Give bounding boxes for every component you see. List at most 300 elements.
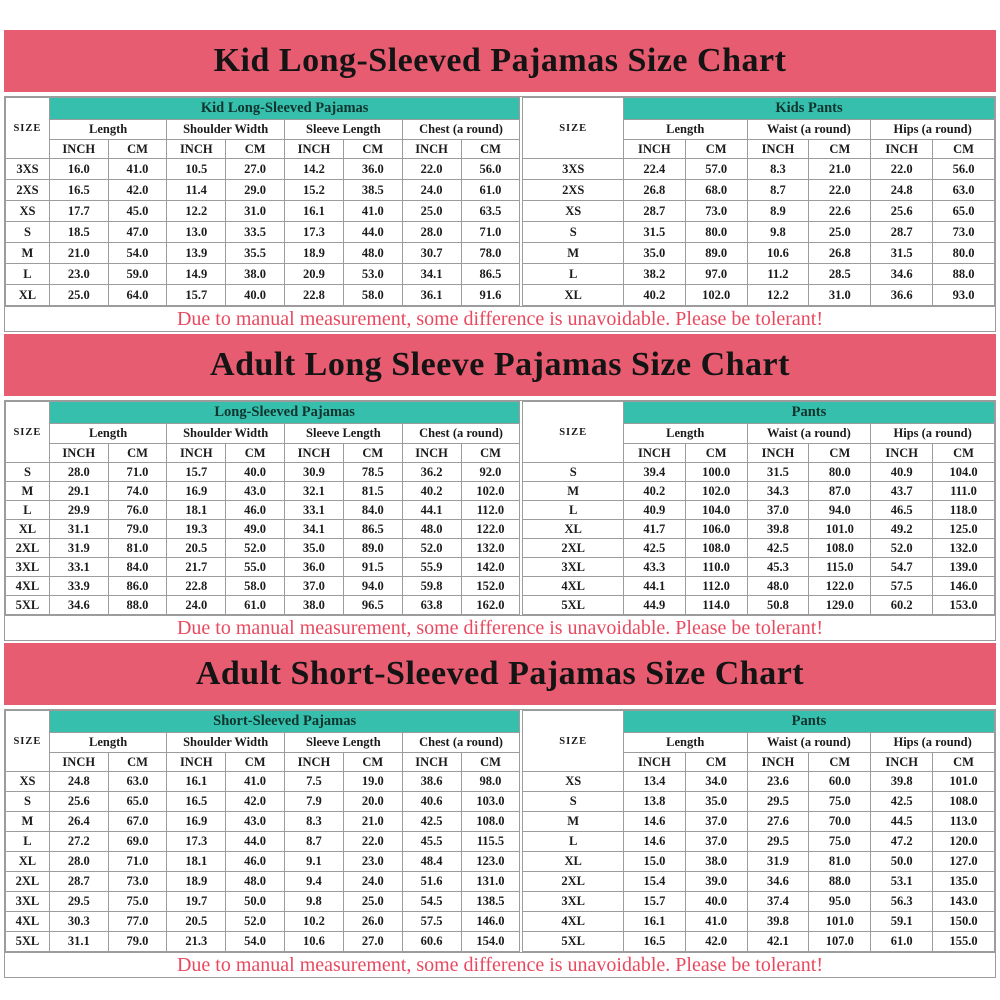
value-cell: 10.2 (285, 912, 344, 932)
value-cell: 45.0 (108, 201, 167, 222)
value-cell: 18.1 (167, 852, 226, 872)
value-cell: 21.0 (809, 159, 871, 180)
table-row (6, 596, 520, 615)
value-cell: 108.0 (685, 539, 747, 558)
table-row (523, 852, 995, 872)
size-label-cell: 3XL (6, 892, 50, 912)
value-cell: 84.0 (343, 501, 402, 520)
value-cell: 67.0 (108, 812, 167, 832)
value-cell: 8.3 (747, 159, 809, 180)
size-label-cell: 2XS (523, 180, 624, 201)
value-cell: 22.0 (871, 159, 933, 180)
size-label-cell: 2XS (6, 180, 50, 201)
value-cell: 28.5 (809, 264, 871, 285)
value-cell: 57.5 (402, 912, 461, 932)
value-cell: 31.5 (623, 222, 685, 243)
cm-unit-header: CM (685, 140, 747, 159)
cm-unit-header: CM (343, 444, 402, 463)
value-cell: 50.0 (226, 892, 285, 912)
value-cell: 142.0 (461, 558, 520, 577)
inch-unit-header: INCH (285, 753, 344, 772)
size-label-cell: 4XL (6, 912, 50, 932)
value-cell: 41.0 (226, 772, 285, 792)
value-cell: 71.0 (108, 463, 167, 482)
tables-row (5, 401, 995, 615)
table-row (523, 596, 995, 615)
size-label-cell: L (523, 264, 624, 285)
value-cell: 47.2 (871, 832, 933, 852)
inch-unit-header: INCH (402, 140, 461, 159)
size-label-cell: S (6, 222, 50, 243)
value-cell: 25.0 (343, 892, 402, 912)
table-row (6, 159, 520, 180)
table-title-cell: Kids Pants (623, 98, 994, 120)
value-cell: 40.2 (623, 285, 685, 306)
value-cell: 41.0 (343, 201, 402, 222)
value-cell: 54.5 (402, 892, 461, 912)
value-cell: 113.0 (933, 812, 995, 832)
inch-unit-header: INCH (49, 444, 108, 463)
value-cell: 92.0 (461, 463, 520, 482)
value-cell: 86.0 (108, 577, 167, 596)
value-cell: 42.5 (747, 539, 809, 558)
value-cell: 8.7 (747, 180, 809, 201)
measure-group-header: Chest (a round) (402, 120, 520, 140)
value-cell: 13.9 (167, 243, 226, 264)
size-label-cell: 3XS (523, 159, 624, 180)
value-cell: 31.0 (226, 201, 285, 222)
size-label-cell: S (523, 222, 624, 243)
value-cell: 43.0 (226, 812, 285, 832)
measure-group-header: Waist (a round) (747, 120, 871, 140)
value-cell: 59.8 (402, 577, 461, 596)
value-cell: 31.9 (747, 852, 809, 872)
measure-group-row (6, 120, 520, 140)
value-cell: 17.7 (49, 201, 108, 222)
cm-unit-header: CM (933, 753, 995, 772)
value-cell: 56.0 (461, 159, 520, 180)
measure-group-header: Length (623, 120, 747, 140)
inch-unit-header: INCH (167, 753, 226, 772)
value-cell: 16.1 (167, 772, 226, 792)
value-cell: 33.5 (226, 222, 285, 243)
value-cell: 25.6 (871, 201, 933, 222)
value-cell: 86.5 (461, 264, 520, 285)
size-chart-section (4, 334, 996, 641)
value-cell: 30.3 (49, 912, 108, 932)
table-row (6, 222, 520, 243)
value-cell: 18.1 (167, 501, 226, 520)
size-column-header: SIZE (6, 402, 50, 463)
table-row (6, 852, 520, 872)
disclaimer-note: Due to manual measurement, some difference is unavoidable. Please be tolerant! (5, 615, 995, 640)
value-cell: 49.2 (871, 520, 933, 539)
inch-unit-header: INCH (747, 140, 809, 159)
inch-unit-header: INCH (49, 140, 108, 159)
value-cell: 46.0 (226, 852, 285, 872)
value-cell: 44.0 (226, 832, 285, 852)
value-cell: 155.0 (933, 932, 995, 952)
value-cell: 16.9 (167, 812, 226, 832)
inch-unit-header: INCH (623, 753, 685, 772)
cm-unit-header: CM (809, 140, 871, 159)
value-cell: 78.5 (343, 463, 402, 482)
value-cell: 38.0 (685, 852, 747, 872)
value-cell: 43.3 (623, 558, 685, 577)
value-cell: 33.1 (49, 558, 108, 577)
value-cell: 35.0 (623, 243, 685, 264)
value-cell: 77.0 (108, 912, 167, 932)
size-column-header: SIZE (523, 98, 624, 159)
value-cell: 34.3 (747, 482, 809, 501)
value-cell: 59.1 (871, 912, 933, 932)
value-cell: 81.0 (108, 539, 167, 558)
table-row (523, 264, 995, 285)
value-cell: 50.0 (871, 852, 933, 872)
size-label-cell: XL (523, 520, 624, 539)
value-cell: 22.8 (167, 577, 226, 596)
value-cell: 57.5 (871, 577, 933, 596)
value-cell: 39.8 (871, 772, 933, 792)
value-cell: 18.5 (49, 222, 108, 243)
cm-unit-header: CM (933, 140, 995, 159)
value-cell: 9.4 (285, 872, 344, 892)
value-cell: 132.0 (461, 539, 520, 558)
value-cell: 53.1 (871, 872, 933, 892)
value-cell: 17.3 (167, 832, 226, 852)
value-cell: 54.7 (871, 558, 933, 577)
value-cell: 19.3 (167, 520, 226, 539)
value-cell: 53.0 (343, 264, 402, 285)
size-label-cell: 5XL (523, 596, 624, 615)
section-title: Kid Long-Sleeved Pajamas Size Chart (213, 42, 787, 79)
size-label-cell: 4XL (523, 577, 624, 596)
value-cell: 8.3 (285, 812, 344, 832)
value-cell: 27.6 (747, 812, 809, 832)
value-cell: 115.0 (809, 558, 871, 577)
value-cell: 38.6 (402, 772, 461, 792)
value-cell: 31.5 (871, 243, 933, 264)
value-cell: 115.5 (461, 832, 520, 852)
value-cell: 94.0 (809, 501, 871, 520)
value-cell: 74.0 (108, 482, 167, 501)
value-cell: 35.0 (285, 539, 344, 558)
tables-row (5, 710, 995, 952)
value-cell: 127.0 (933, 852, 995, 872)
value-cell: 125.0 (933, 520, 995, 539)
size-column-header: SIZE (523, 402, 624, 463)
size-label-cell: 2XL (6, 872, 50, 892)
measure-group-header: Shoulder Width (167, 120, 285, 140)
measure-group-header: Sleeve Length (285, 733, 403, 753)
table-title-cell: Long-Sleeved Pajamas (49, 402, 520, 424)
value-cell: 9.1 (285, 852, 344, 872)
value-cell: 44.1 (402, 501, 461, 520)
value-cell: 71.0 (108, 852, 167, 872)
value-cell: 37.0 (747, 501, 809, 520)
size-chart-section (4, 30, 996, 332)
table-row (523, 812, 995, 832)
value-cell: 102.0 (685, 285, 747, 306)
table-header-row (6, 98, 520, 120)
value-cell: 97.0 (685, 264, 747, 285)
table-header-row (523, 98, 995, 120)
value-cell: 138.5 (461, 892, 520, 912)
table-row (523, 285, 995, 306)
measure-group-header: Length (49, 424, 166, 444)
value-cell: 15.7 (167, 285, 226, 306)
value-cell: 21.3 (167, 932, 226, 952)
size-column-header: SIZE (523, 711, 624, 772)
table-row (6, 558, 520, 577)
size-chart-section (4, 643, 996, 978)
cm-unit-header: CM (461, 444, 520, 463)
value-cell: 150.0 (933, 912, 995, 932)
value-cell: 41.7 (623, 520, 685, 539)
inch-unit-header: INCH (623, 444, 685, 463)
value-cell: 102.0 (461, 482, 520, 501)
value-cell: 44.0 (343, 222, 402, 243)
table-row (6, 832, 520, 852)
value-cell: 31.9 (49, 539, 108, 558)
measure-group-header: Shoulder Width (167, 424, 285, 444)
value-cell: 29.5 (747, 792, 809, 812)
value-cell: 152.0 (461, 577, 520, 596)
value-cell: 40.9 (871, 463, 933, 482)
table-row (6, 264, 520, 285)
value-cell: 139.0 (933, 558, 995, 577)
size-label-cell: XL (523, 852, 624, 872)
value-cell: 104.0 (933, 463, 995, 482)
table-row (523, 932, 995, 952)
value-cell: 75.0 (809, 792, 871, 812)
value-cell: 80.0 (685, 222, 747, 243)
value-cell: 24.8 (49, 772, 108, 792)
value-cell: 102.0 (685, 482, 747, 501)
value-cell: 87.0 (809, 482, 871, 501)
table-row (6, 772, 520, 792)
value-cell: 80.0 (933, 243, 995, 264)
value-cell: 31.0 (809, 285, 871, 306)
value-cell: 28.0 (402, 222, 461, 243)
value-cell: 61.0 (871, 932, 933, 952)
value-cell: 79.0 (108, 932, 167, 952)
value-cell: 146.0 (461, 912, 520, 932)
value-cell: 28.7 (49, 872, 108, 892)
value-cell: 14.9 (167, 264, 226, 285)
tables-row (5, 97, 995, 306)
value-cell: 40.0 (226, 285, 285, 306)
value-cell: 19.0 (343, 772, 402, 792)
value-cell: 10.6 (285, 932, 344, 952)
value-cell: 49.0 (226, 520, 285, 539)
value-cell: 73.0 (685, 201, 747, 222)
value-cell: 101.0 (809, 912, 871, 932)
value-cell: 154.0 (461, 932, 520, 952)
value-cell: 39.0 (685, 872, 747, 892)
unit-row (6, 753, 520, 772)
value-cell: 61.0 (461, 180, 520, 201)
unit-row (6, 140, 520, 159)
value-cell: 40.6 (402, 792, 461, 812)
size-label-cell: 3XL (6, 558, 50, 577)
table-row (6, 201, 520, 222)
table-row (523, 463, 995, 482)
cm-unit-header: CM (226, 140, 285, 159)
value-cell: 153.0 (933, 596, 995, 615)
value-cell: 103.0 (461, 792, 520, 812)
value-cell: 28.7 (871, 222, 933, 243)
value-cell: 36.1 (402, 285, 461, 306)
value-cell: 84.0 (108, 558, 167, 577)
cm-unit-header: CM (108, 753, 167, 772)
value-cell: 34.0 (685, 772, 747, 792)
table-row (6, 932, 520, 952)
size-label-cell: M (6, 812, 50, 832)
inch-unit-header: INCH (49, 753, 108, 772)
value-cell: 35.0 (685, 792, 747, 812)
inch-unit-header: INCH (871, 140, 933, 159)
inch-unit-header: INCH (285, 140, 344, 159)
measure-group-header: Sleeve Length (285, 120, 403, 140)
value-cell: 33.9 (49, 577, 108, 596)
value-cell: 16.9 (167, 482, 226, 501)
measure-group-header: Waist (a round) (747, 424, 871, 444)
value-cell: 31.1 (49, 520, 108, 539)
value-cell: 22.0 (809, 180, 871, 201)
value-cell: 35.5 (226, 243, 285, 264)
value-cell: 41.0 (685, 912, 747, 932)
value-cell: 44.1 (623, 577, 685, 596)
cm-unit-header: CM (685, 444, 747, 463)
value-cell: 16.1 (623, 912, 685, 932)
value-cell: 65.0 (108, 792, 167, 812)
value-cell: 9.8 (285, 892, 344, 912)
value-cell: 60.0 (809, 772, 871, 792)
value-cell: 34.6 (747, 872, 809, 892)
value-cell: 12.2 (747, 285, 809, 306)
value-cell: 24.8 (871, 180, 933, 201)
value-cell: 48.0 (402, 520, 461, 539)
value-cell: 63.0 (108, 772, 167, 792)
table-row (6, 243, 520, 264)
value-cell: 17.3 (285, 222, 344, 243)
value-cell: 101.0 (933, 772, 995, 792)
value-cell: 39.8 (747, 912, 809, 932)
value-cell: 114.0 (685, 596, 747, 615)
size-label-cell: 3XS (6, 159, 50, 180)
value-cell: 11.4 (167, 180, 226, 201)
measure-group-header: Length (623, 424, 747, 444)
value-cell: 29.5 (49, 892, 108, 912)
value-cell: 38.0 (226, 264, 285, 285)
value-cell: 13.8 (623, 792, 685, 812)
value-cell: 43.7 (871, 482, 933, 501)
value-cell: 58.0 (226, 577, 285, 596)
value-cell: 36.0 (343, 159, 402, 180)
value-cell: 54.0 (226, 932, 285, 952)
table-row (6, 872, 520, 892)
value-cell: 21.0 (49, 243, 108, 264)
table-row (523, 201, 995, 222)
cm-unit-header: CM (343, 140, 402, 159)
value-cell: 29.1 (49, 482, 108, 501)
pajamas-table (5, 710, 520, 952)
value-cell: 26.4 (49, 812, 108, 832)
value-cell: 78.0 (461, 243, 520, 264)
value-cell: 91.6 (461, 285, 520, 306)
value-cell: 22.0 (343, 832, 402, 852)
table-row (523, 892, 995, 912)
measure-group-header: Length (49, 733, 166, 753)
value-cell: 40.9 (623, 501, 685, 520)
size-label-cell: 5XL (6, 932, 50, 952)
value-cell: 132.0 (933, 539, 995, 558)
section-title: Adult Short-Sleeved Pajamas Size Chart (195, 655, 805, 692)
value-cell: 58.0 (343, 285, 402, 306)
table-row (6, 577, 520, 596)
value-cell: 55.0 (226, 558, 285, 577)
value-cell: 15.4 (623, 872, 685, 892)
table-row (6, 180, 520, 201)
value-cell: 28.0 (49, 852, 108, 872)
value-cell: 12.2 (167, 201, 226, 222)
value-cell: 24.0 (167, 596, 226, 615)
table-row (523, 159, 995, 180)
section-title-banner (4, 643, 996, 705)
value-cell: 20.5 (167, 912, 226, 932)
value-cell: 42.1 (747, 932, 809, 952)
inch-unit-header: INCH (871, 444, 933, 463)
value-cell: 88.0 (933, 264, 995, 285)
table-row (6, 792, 520, 812)
value-cell: 108.0 (809, 539, 871, 558)
value-cell: 47.0 (108, 222, 167, 243)
tables-block (4, 709, 996, 978)
value-cell: 24.0 (402, 180, 461, 201)
measure-group-header: Sleeve Length (285, 424, 403, 444)
disclaimer-note: Due to manual measurement, some difference is unavoidable. Please be tolerant! (5, 952, 995, 977)
value-cell: 122.0 (461, 520, 520, 539)
value-cell: 60.6 (402, 932, 461, 952)
value-cell: 88.0 (809, 872, 871, 892)
value-cell: 28.7 (623, 201, 685, 222)
value-cell: 39.8 (747, 520, 809, 539)
value-cell: 110.0 (685, 558, 747, 577)
value-cell: 55.9 (402, 558, 461, 577)
value-cell: 95.0 (809, 892, 871, 912)
value-cell: 42.5 (402, 812, 461, 832)
size-label-cell: M (523, 243, 624, 264)
value-cell: 37.4 (747, 892, 809, 912)
value-cell: 16.0 (49, 159, 108, 180)
size-label-cell: XS (523, 772, 624, 792)
size-label-cell: S (6, 463, 50, 482)
value-cell: 64.0 (108, 285, 167, 306)
disclaimer-note: Due to manual measurement, some difference is unavoidable. Please be tolerant! (5, 306, 995, 331)
measure-group-header: Hips (a round) (871, 424, 995, 444)
size-label-cell: XS (6, 772, 50, 792)
size-label-cell: XS (523, 201, 624, 222)
value-cell: 31.5 (747, 463, 809, 482)
value-cell: 37.0 (685, 812, 747, 832)
table-row (523, 520, 995, 539)
measure-group-header: Chest (a round) (402, 733, 520, 753)
value-cell: 104.0 (685, 501, 747, 520)
value-cell: 129.0 (809, 596, 871, 615)
value-cell: 14.6 (623, 832, 685, 852)
value-cell: 162.0 (461, 596, 520, 615)
